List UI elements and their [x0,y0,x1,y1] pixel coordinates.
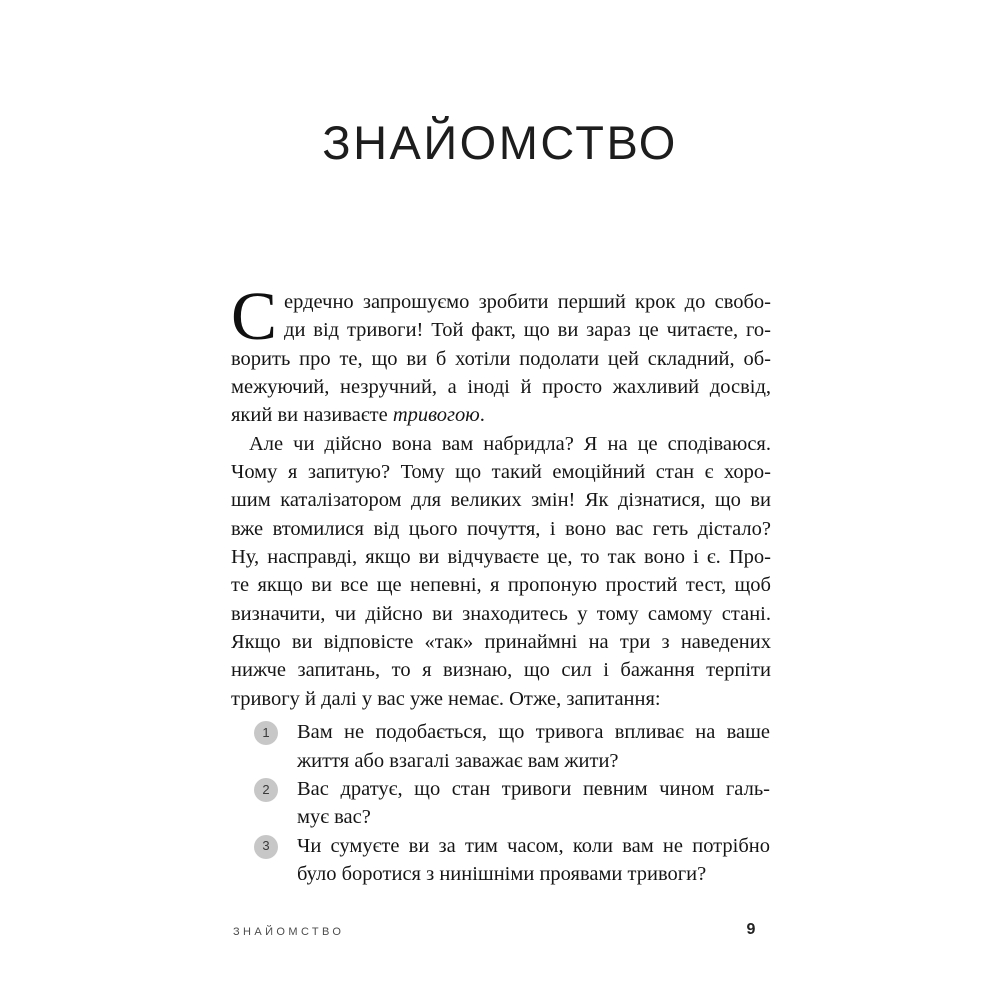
question-text [297,718,770,775]
text-segment: Ну, насправді, якщо ви відчуваєте це, то так воно і є. Про- [231,546,771,569]
question-item [231,832,771,889]
text-segment: який ви називаєте [231,404,393,427]
question-number-badge: 1 [254,721,278,745]
text-line [231,401,771,429]
paragraph-test-lines [231,430,771,713]
text-segment: . [479,404,485,427]
text-line [297,860,770,888]
text-line [231,600,771,628]
text-segment: ворить про те, що ви б хотіли подолати цей складний, об- [231,347,771,370]
text-segment: межуючий, незручний, а іноді й просто жахливий досвід, [231,376,771,399]
page-title: ЗНАЙОМСТВО [322,116,678,170]
text-segment: нижче запитань, то я визнаю, що сил і бажання терпіти [231,659,771,682]
text-line [297,803,770,831]
text-line [231,373,771,401]
text-line [231,543,771,571]
text-line [231,486,771,514]
text-segment: Чому я запитую? Тому що такий емоційний стан є хоро- [231,461,771,484]
text-line [297,832,770,860]
text-line [297,775,770,803]
text-segment: Чи сумуєте ви за тим часом, коли вам не потрібно [297,834,770,857]
text-line [231,628,771,656]
main-text-block [231,278,771,888]
paragraph-intro [231,278,771,430]
text-segment: вже втомилися від цього почуття, і воно вас геть дістало? [231,517,771,540]
text-line [231,430,771,458]
text-segment: життя або взагалі заважає вам жити? [297,749,619,772]
text-segment: визначити, чи дійсно ви знаходитесь у тому самому стані. [231,602,771,625]
text-segment: мує вас? [297,806,371,829]
question-number-badge: 3 [254,835,278,859]
text-line [231,288,771,316]
paragraph-intro-lines [231,278,771,430]
text-segment: Вас дратує, що стан тривоги певним чином галь- [297,777,770,800]
text-segment: Якщо ви відповісте «так» принаймні на три з наведених [231,631,771,654]
question-text [297,832,770,889]
text-segment: Але чи дійсно вона вам набридла? Я на це сподіваюся. [249,432,771,455]
question-number-badge: 2 [254,778,278,802]
footer-page-number: 9 [746,921,756,938]
question-text [297,775,770,832]
text-line [231,316,771,344]
text-segment: було боротися з нинішніми проявами тривоги? [297,862,707,885]
text-line [231,685,771,713]
text-line [297,747,770,775]
text-line [231,458,771,486]
question-item [231,775,771,832]
text-line [231,656,771,684]
question-item [231,718,771,775]
text-segment: ердечно запрошуємо зробити перший крок до свобо- [284,291,771,313]
drop-cap: С [231,278,278,354]
questions-list [231,718,771,888]
text-line [231,345,771,373]
text-segment: тривогу й далі у вас уже немає. Отже, запитання: [231,687,661,710]
text-segment: Вам не подобається, що тривога впливає на ваше [297,721,770,744]
italic-term: тривогою [392,404,480,427]
text-segment: ди від тривоги! Той факт, що ви зараз це читаєте, го- [284,319,771,342]
paragraph-test [231,430,771,713]
text-line [297,718,770,746]
text-line [231,515,771,543]
text-line [231,571,771,599]
text-segment: те якщо ви все ще непевні, я пропоную простий тест, щоб [231,574,771,597]
footer-running-head: ЗНАЙОМСТВО [233,926,345,938]
text-segment: шим каталізатором для великих змін! Як дізнатися, що ви [231,489,771,512]
